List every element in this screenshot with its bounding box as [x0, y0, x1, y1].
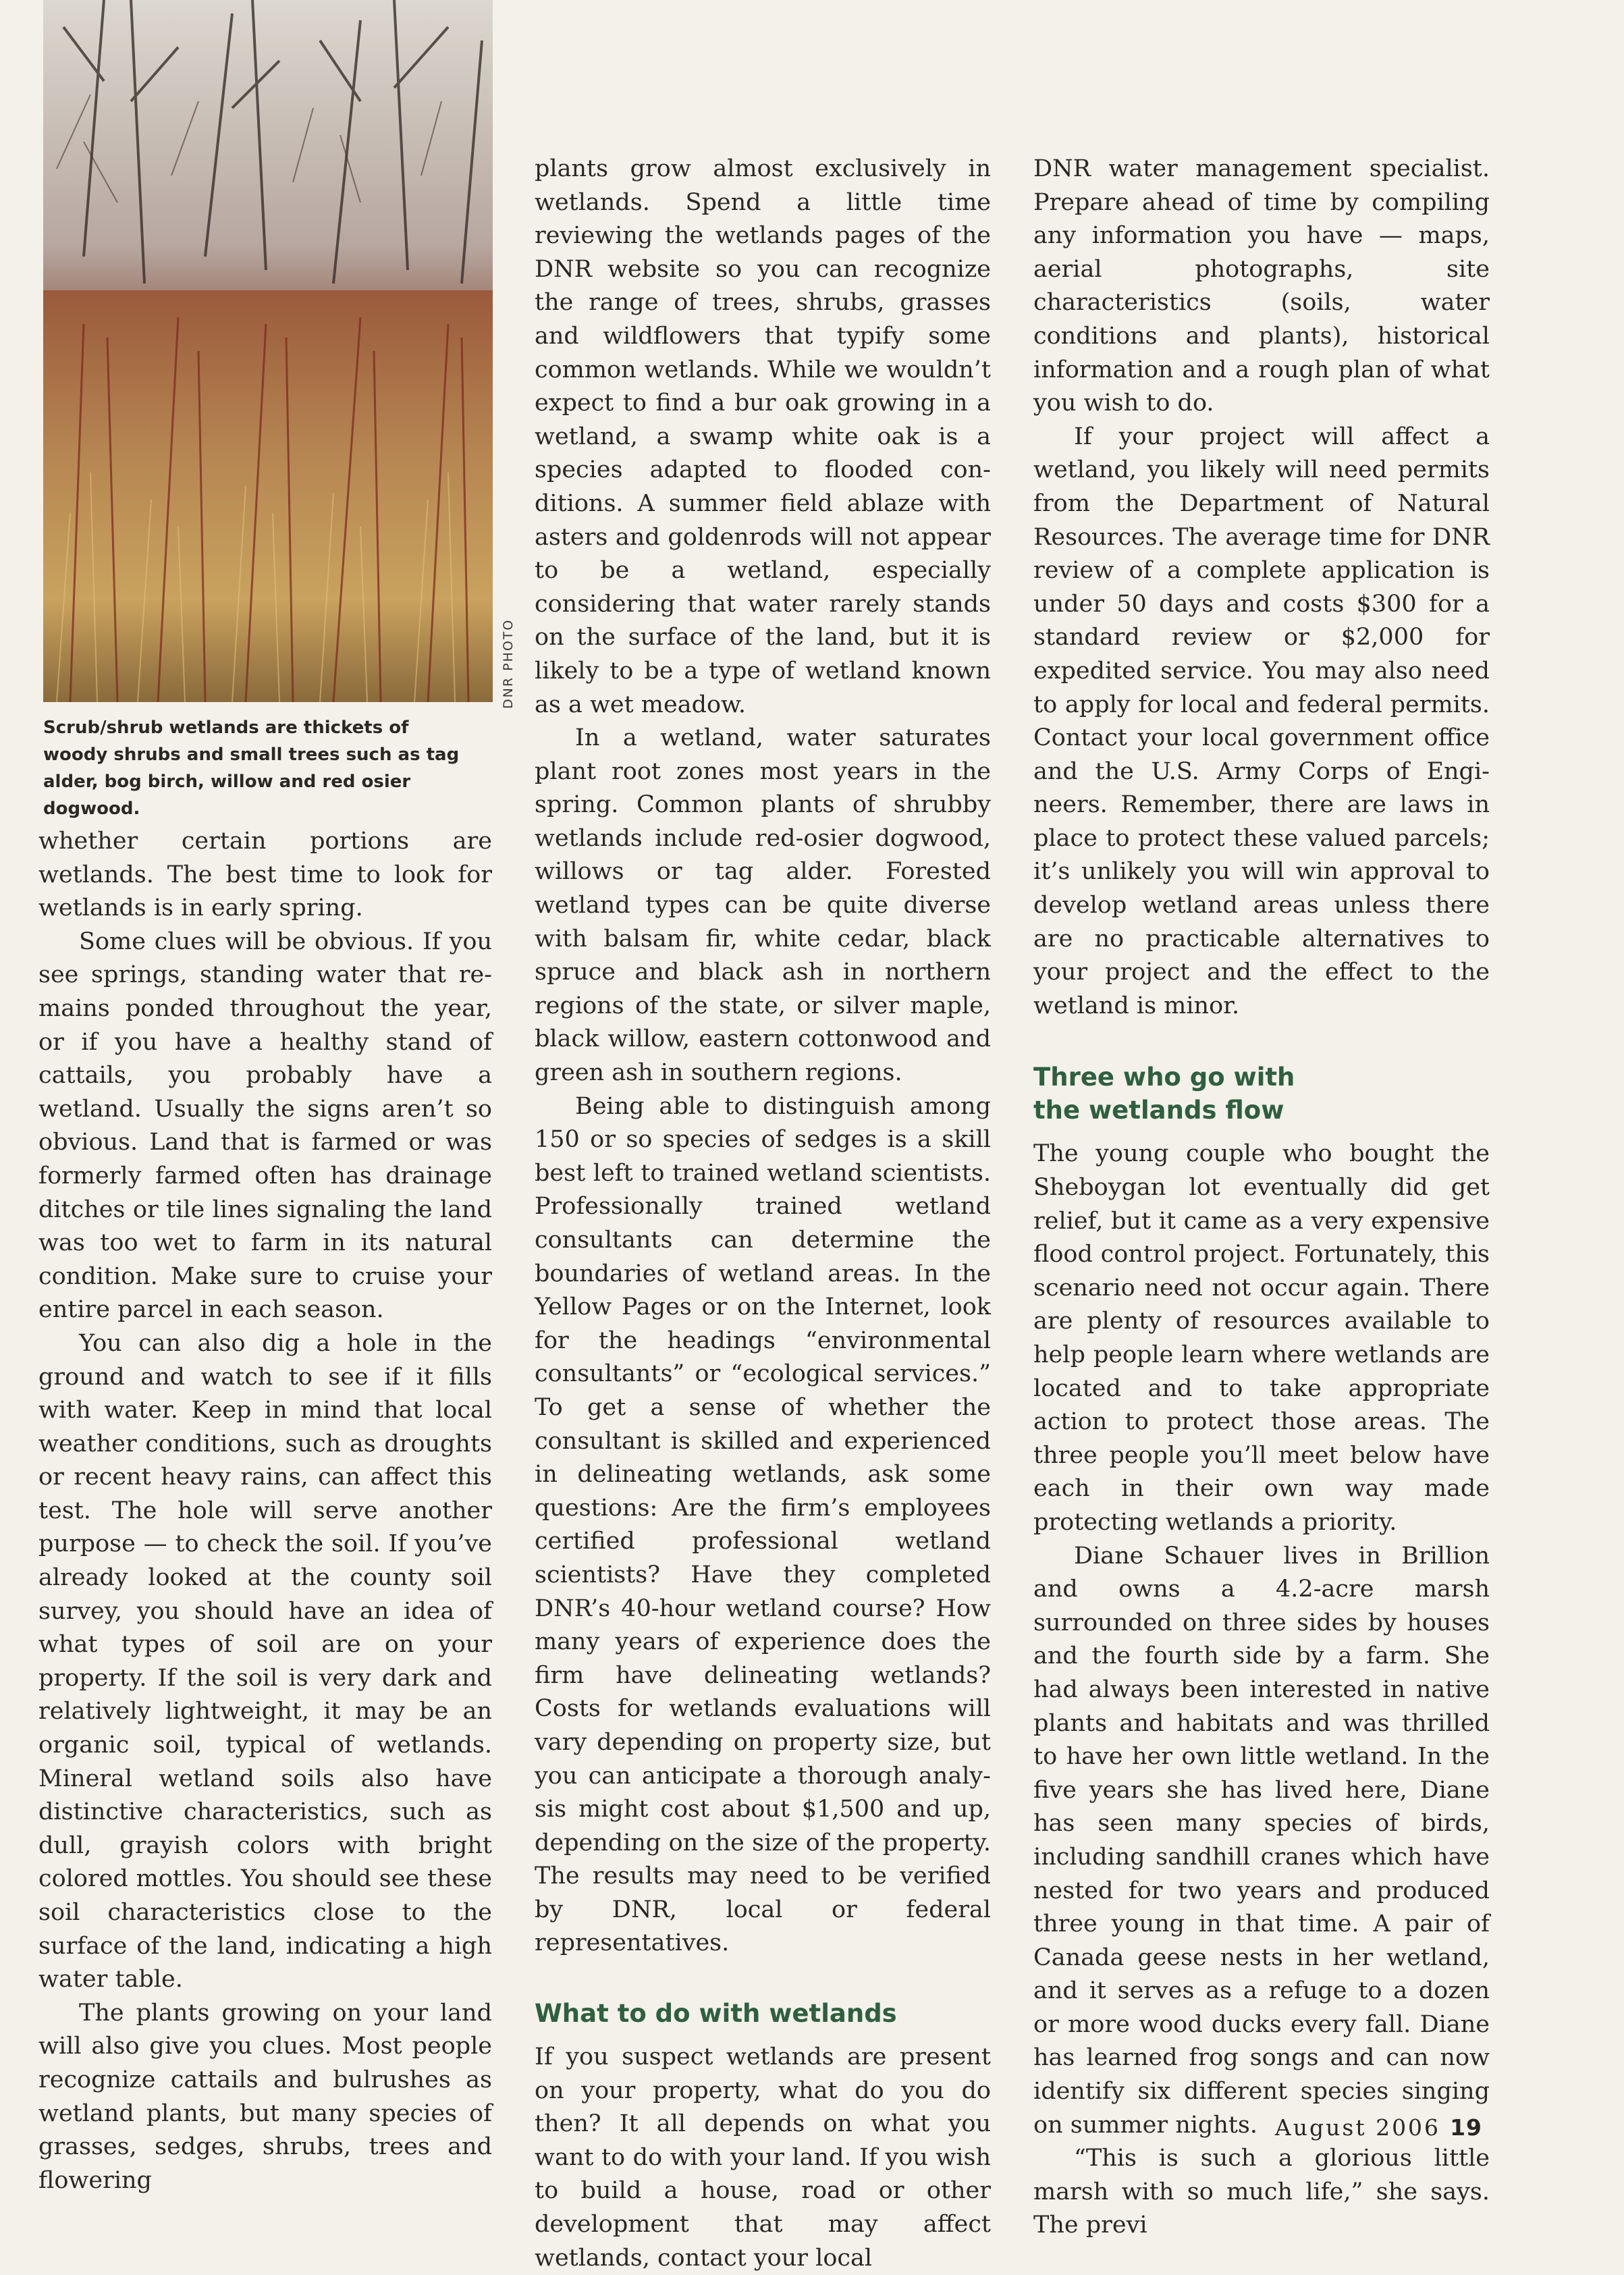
section-heading-three-who-go — [1033, 1061, 1490, 1127]
paragraph: The plants growing on your land will also give you clues. Most people recognize cattails and bulrushes as wetland plants, but many species of grasses, sedges, shrubs, trees and flowering — [38, 1999, 492, 2194]
wetland-photo — [43, 0, 493, 702]
paragraph: Being able to distinguish among 150 or so species of sedges is a skill best left to trained wetland scientists. Professionally trained wetland consultants can determine the boundaries of wetland areas. In the Yellow Pages or on the Internet, look for the headings “environmental consultants” or “ecological services.” To get a sense of whether the consultant is skilled and experienced in delineating wetlands, ask some questions: Are the firm’s employees certified professional wetland scientists? Have they completed DNR’s 40-hour wetland course? How many years of experience does the firm have delineating wetlands? Costs for wetlands evaluations will vary depending on property size, but you can anticipate a thorough analysis might cost about $1,500 and up, depending on the size of the property. The results may need to be verified by DNR, local or federal representatives. — [535, 1092, 991, 1957]
page-footer — [1275, 2114, 1482, 2141]
paragraph: Diane Schauer lives in Brillion and owns a 4.2-acre marsh surrounded on three sides by houses and the fourth side by a farm. She had always been interested in native plants and habitats and was thrilled to have her own little wetland. In the five years she has lived here, Diane has seen many species of birds, including sandhill cranes which have nested for two years and produced three young in that time. A pair of Canada geese nests in her wetland, and it serves as a refuge to a dozen or more wood ducks every fall. Diane has learned frog songs and can now identify six different species singing on summer nights. — [1033, 1542, 1490, 2139]
paragraph: plants grow almost exclusively in wetlands. Spend a little time reviewing the wetlands pages of the DNR website so you can recognize the range of trees, shrubs, grasses and wildflowers that typify some common wetlands. While we wouldn’t expect to find a bur oak growing in a wetland, a swamp white oak is a species adapted to flooded conditions. A summer field ablaze with asters and goldenrods will not appear to be a wetland, especially considering that water rarely stands on the surface of the land, but it is likely to be a type of wetland known as a wet meadow. — [535, 155, 991, 718]
paragraph: DNR water management specialist. Prepare ahead of time by compiling any information you have — maps, aerial photographs, site characteristics (soils, water conditions and plants), historical information and a rough plan of what you wish to do. — [1033, 155, 1490, 417]
paragraph: whether certain portions are wetlands. The best time to look for wetlands is in early spring. — [38, 828, 492, 922]
photo-caption: Scrub/shrub wetlands are thickets of woody shrubs and small trees such as tag alder, bog birch, willow and red osier dogwood. — [43, 718, 460, 819]
paragraph: You can also dig a hole in the ground and watch to see if it fills with water. Keep in mind that local weather conditions, such as droughts or recent heavy rains, can affect this test. The hole will serve another purpose — to check the soil. If you’ve already looked at the county soil survey, you should have an idea of what types of soil are on your property. If the soil is very dark and relatively lightweight, it may be an organic soil, typical of wetlands. Mineral wetland soils also have distinctive characteristics, such as dull, grayish colors with bright colored mottles. You should see these soil characteristics close to the surface of the land, indicating a high water table. — [38, 1329, 492, 1993]
photo-credit: DNR PHOTO — [501, 618, 516, 709]
column-2 — [535, 153, 991, 2275]
paragraph: “This is such a glorious little marsh with so much life,” she says. The previ — [1033, 2145, 1490, 2239]
paragraph: The young couple who bought the Sheboygan lot eventually did get relief, but it came as a very expensive flood control project. Fortunately, this scenario need not occur again. There are plenty of resources available to help people learn where wetlands are located and to take appropriate action to protect those areas. The three people you’ll meet below have each in their own way made protecting wetlands a priority. — [1033, 1140, 1490, 1536]
heading-line-1: Three who go with — [1033, 1063, 1295, 1092]
paragraph: If you suspect wetlands are present on your property, what do you do then? It all depends on what you want to do with your land. If you wish to build a house, road or other development that may affect wetlands, contact your local — [535, 2043, 991, 2272]
column-1 — [38, 825, 492, 2197]
section-heading-what-to-do: What to do with wetlands — [535, 1999, 897, 2029]
paragraph: In a wetland, water saturates plant root zones most years in the spring. Common plants of shrubby wetlands include red-osier dogwood, willows or tag alder. Forested wetland types can be quite diverse with balsam fir, white cedar, black spruce and black ash in northern regions of the state, or silver maple, black willow, eastern cottonwood and green ash in southern regions. — [535, 724, 991, 1087]
column-3 — [1033, 153, 1490, 2243]
heading-line-2: the wetlands flow — [1033, 1096, 1284, 1125]
paragraph: Some clues will be obvious. If you see springs, standing water that remains ponded throughout the year, or if you have a healthy stand of cattails, you probably have a wetland. Usually the signs aren’t so obvious. Land that is farmed or was formerly farmed often has drainage ditches or tile lines signaling the land was too wet to farm in its natural condition. Make sure to cruise your entire parcel in each season. — [38, 928, 492, 1324]
page-number: 19 — [1450, 2114, 1482, 2141]
scrub-shrub-wetland-image — [43, 0, 493, 702]
issue-date: August 2006 — [1274, 2114, 1441, 2141]
paragraph: If your project will affect a wetland, you likely will need permits from the Department of Natural Resources. The average time for DNR review of a complete application is under 50 days and costs $300 for a standard review or $2,000 for expedited service. You may also need to apply for local and federal permits. Contact your local government office and the U.S. Army Corps of Engineers. Remember, there are laws in place to protect these valued parcels; it’s unlikely you will win approval to develop wetland areas unless there are no practicable alternatives to your project and the effect to the wetland is minor. — [1033, 423, 1490, 1019]
